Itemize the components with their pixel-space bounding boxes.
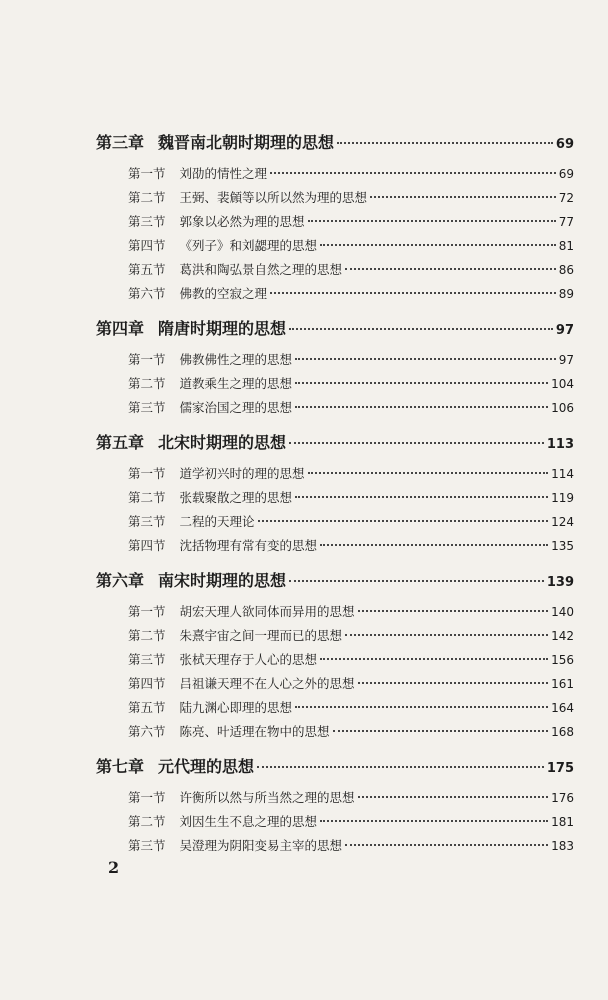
section-label: 第一节 (128, 466, 166, 481)
section-row (96, 398, 574, 422)
section-row (96, 650, 574, 674)
chapter-heading (96, 754, 574, 788)
chapter-page: 97 (555, 323, 574, 338)
section-title: 胡宏天理人欲同体而异用的思想 (179, 604, 355, 619)
section-label: 第二节 (128, 490, 166, 505)
section-title: 二程的天理论 (179, 514, 255, 529)
section-label: 第四节 (128, 538, 166, 553)
section-row (96, 488, 574, 512)
section-label: 第四节 (128, 238, 166, 253)
section-row (96, 350, 574, 374)
section-label: 第三节 (128, 838, 166, 853)
section-title: 葛洪和陶弘景自然之理的思想 (179, 262, 343, 277)
section-title: 许衡所以然与所当然之理的思想 (179, 790, 355, 805)
section-page: 140 (551, 605, 574, 619)
section-row (96, 374, 574, 398)
chapter-page: 139 (546, 575, 574, 590)
section-title: 佛教的空寂之理 (179, 286, 268, 301)
section-label: 第二节 (128, 814, 166, 829)
dot-leader (320, 544, 548, 546)
section-row (96, 512, 574, 536)
chapter-title: 魏晋南北朝时期理的思想 (158, 133, 335, 152)
chapter-heading (96, 130, 574, 164)
section-page: 183 (551, 839, 574, 853)
section-title: 儒家治国之理的思想 (179, 400, 293, 415)
section-title: 刘因生生不息之理的思想 (179, 814, 318, 829)
section-page: 124 (551, 515, 574, 529)
dot-leader (308, 472, 549, 474)
dot-leader (289, 328, 553, 330)
dot-leader (289, 580, 544, 582)
section-page: 176 (551, 791, 574, 805)
section-page: 72 (558, 191, 574, 205)
section-row (96, 602, 574, 626)
dot-leader (358, 682, 549, 684)
chapter-title: 北宋时期理的思想 (158, 433, 287, 452)
chapter-page: 69 (555, 137, 574, 152)
section-row (96, 812, 574, 836)
section-title: 吴澄理为阴阳变易主宰的思想 (179, 838, 343, 853)
section-row (96, 698, 574, 722)
section-title: 张载聚散之理的思想 (179, 490, 293, 505)
chapter-heading (96, 316, 574, 350)
section-label: 第三节 (128, 400, 166, 415)
section-row (96, 536, 574, 560)
section-page: 69 (558, 167, 574, 181)
section-label: 第二节 (128, 376, 166, 391)
dot-leader (295, 382, 548, 384)
dot-leader (257, 766, 544, 768)
section-label: 第二节 (128, 628, 166, 643)
section-row (96, 236, 574, 260)
chapter-label: 第四章 (96, 319, 145, 338)
dot-leader (308, 220, 556, 222)
section-title: 沈括物理有常有变的思想 (179, 538, 318, 553)
dot-leader (358, 610, 549, 612)
section-title: 道学初兴时的理的思想 (179, 466, 305, 481)
section-label: 第五节 (128, 262, 166, 277)
dot-leader (258, 520, 549, 522)
section-row (96, 626, 574, 650)
page-number: 2 (108, 858, 120, 877)
dot-leader (295, 496, 548, 498)
dot-leader (370, 196, 556, 198)
section-label: 第四节 (128, 676, 166, 691)
section-title: 《列子》和刘勰理的思想 (179, 238, 318, 253)
section-row (96, 722, 574, 746)
section-label: 第三节 (128, 514, 166, 529)
section-row (96, 188, 574, 212)
dot-leader (358, 796, 549, 798)
section-row (96, 212, 574, 236)
section-title: 王弼、裴頠等以所以然为理的思想 (179, 190, 368, 205)
chapter-label: 第五章 (96, 433, 145, 452)
dot-leader (345, 844, 548, 846)
chapter-5 (96, 430, 574, 560)
section-page: 114 (551, 467, 574, 481)
section-label: 第二节 (128, 190, 166, 205)
chapter-title: 元代理的思想 (158, 757, 255, 776)
dot-leader (320, 658, 548, 660)
dot-leader (270, 172, 556, 174)
section-page: 156 (551, 653, 574, 667)
chapter-label: 第六章 (96, 571, 145, 590)
section-page: 164 (551, 701, 574, 715)
section-row (96, 464, 574, 488)
section-page: 181 (551, 815, 574, 829)
dot-leader (295, 706, 548, 708)
section-title: 佛教佛性之理的思想 (179, 352, 293, 367)
section-title: 陈亮、叶适理在物中的思想 (179, 724, 330, 739)
section-title: 张栻天理存于人心的思想 (179, 652, 318, 667)
chapter-heading (96, 430, 574, 464)
dot-leader (320, 244, 556, 246)
section-title: 道教乘生之理的思想 (179, 376, 293, 391)
dot-leader (333, 730, 549, 732)
dot-leader (270, 292, 556, 294)
chapter-title: 隋唐时期理的思想 (158, 319, 287, 338)
dot-leader (345, 634, 548, 636)
chapter-6 (96, 568, 574, 746)
section-page: 168 (551, 725, 574, 739)
section-label: 第六节 (128, 286, 166, 301)
section-title: 陆九渊心即理的思想 (179, 700, 293, 715)
chapter-page: 175 (546, 761, 574, 776)
section-page: 106 (551, 401, 574, 415)
section-label: 第三节 (128, 652, 166, 667)
chapter-heading (96, 568, 574, 602)
dot-leader (289, 442, 544, 444)
section-row (96, 836, 574, 860)
section-label: 第六节 (128, 724, 166, 739)
chapter-page: 113 (546, 437, 574, 452)
chapter-4 (96, 316, 574, 422)
dot-leader (295, 358, 556, 360)
section-page: 135 (551, 539, 574, 553)
section-page: 81 (558, 239, 574, 253)
section-page: 161 (551, 677, 574, 691)
chapter-7 (96, 754, 574, 860)
section-label: 第五节 (128, 700, 166, 715)
chapter-label: 第三章 (96, 133, 145, 152)
section-title: 朱熹宇宙之间一理而已的思想 (179, 628, 343, 643)
section-page: 97 (558, 353, 574, 367)
dot-leader (320, 820, 548, 822)
dot-leader (345, 268, 556, 270)
dot-leader (337, 142, 553, 144)
section-page: 77 (558, 215, 574, 229)
section-label: 第一节 (128, 352, 166, 367)
dot-leader (295, 406, 548, 408)
section-label: 第一节 (128, 604, 166, 619)
section-row (96, 788, 574, 812)
section-title: 刘劭的情性之理 (179, 166, 268, 181)
chapter-3 (96, 130, 574, 308)
section-row (96, 260, 574, 284)
section-row (96, 674, 574, 698)
section-title: 郭象以必然为理的思想 (179, 214, 305, 229)
section-page: 119 (551, 491, 574, 505)
section-row (96, 284, 574, 308)
chapter-title: 南宋时期理的思想 (158, 571, 287, 590)
section-row (96, 164, 574, 188)
section-label: 第一节 (128, 166, 166, 181)
section-page: 142 (551, 629, 574, 643)
section-page: 86 (558, 263, 574, 277)
section-label: 第一节 (128, 790, 166, 805)
section-title: 吕祖谦天理不在人心之外的思想 (179, 676, 355, 691)
section-page: 89 (558, 287, 574, 301)
chapter-label: 第七章 (96, 757, 145, 776)
section-label: 第三节 (128, 214, 166, 229)
section-page: 104 (551, 377, 574, 391)
